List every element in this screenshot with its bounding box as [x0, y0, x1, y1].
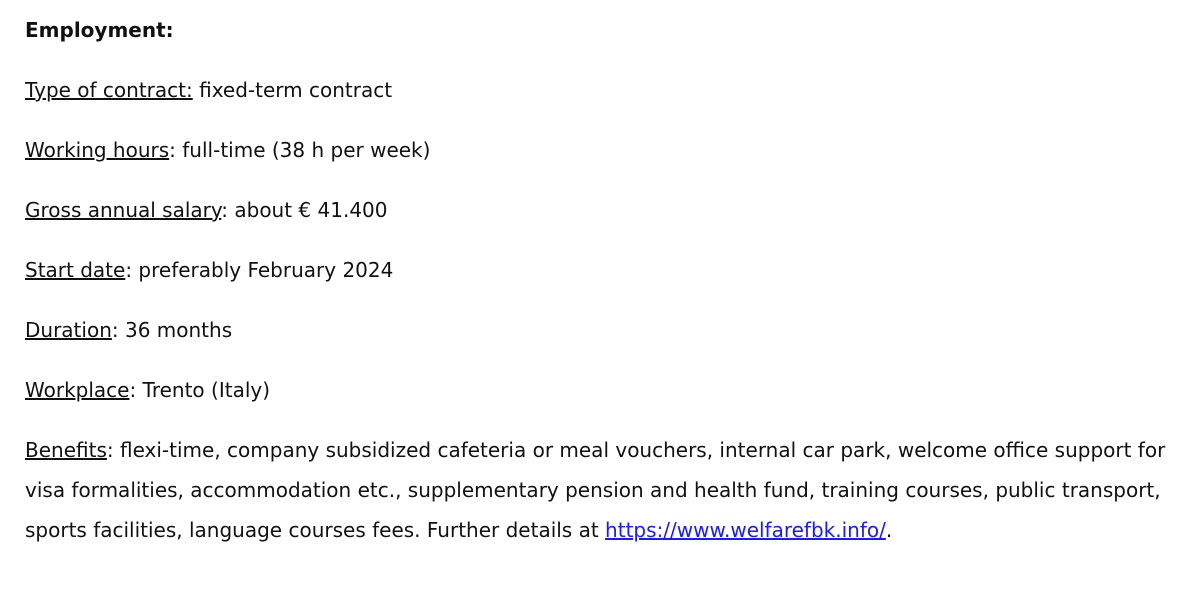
benefits-trailing: . — [885, 518, 893, 542]
workplace-value: : Trento (Italy) — [129, 378, 271, 402]
start-date-row — [25, 257, 393, 283]
contract-type-label: Type of contract: — [25, 78, 193, 102]
contract-type-row — [25, 77, 392, 103]
duration-label: Duration — [25, 318, 112, 342]
salary-label: Gross annual salary — [25, 198, 222, 222]
contract-type-value: fixed-term contract — [192, 78, 393, 102]
working-hours-value: : full-time (38 h per week) — [169, 138, 431, 162]
working-hours-label: Working hours — [25, 138, 170, 162]
benefits-paragraph — [25, 430, 1185, 550]
workplace-label: Workplace — [25, 378, 130, 402]
benefits-text: : flexi-time, company subsidized cafeteria or meal vouchers, internal car park, welcome office support for visa formalities, accommodation etc., supplementary pension and health fund, training courses, public transport, sports facilities, language courses fees. Further details at — [25, 438, 1166, 542]
duration-row — [25, 317, 232, 343]
welfare-link[interactable]: https://www.welfarefbk.info/ — [605, 518, 886, 542]
salary-value: : about € 41.400 — [221, 198, 388, 222]
workplace-row — [25, 377, 270, 403]
section-title: Employment: — [25, 18, 174, 42]
working-hours-row — [25, 137, 430, 163]
benefits-label: Benefits — [25, 438, 107, 462]
start-date-value: : preferably February 2024 — [125, 258, 394, 282]
start-date-label: Start date — [25, 258, 126, 282]
salary-row — [25, 197, 388, 223]
duration-value: : 36 months — [111, 318, 233, 342]
